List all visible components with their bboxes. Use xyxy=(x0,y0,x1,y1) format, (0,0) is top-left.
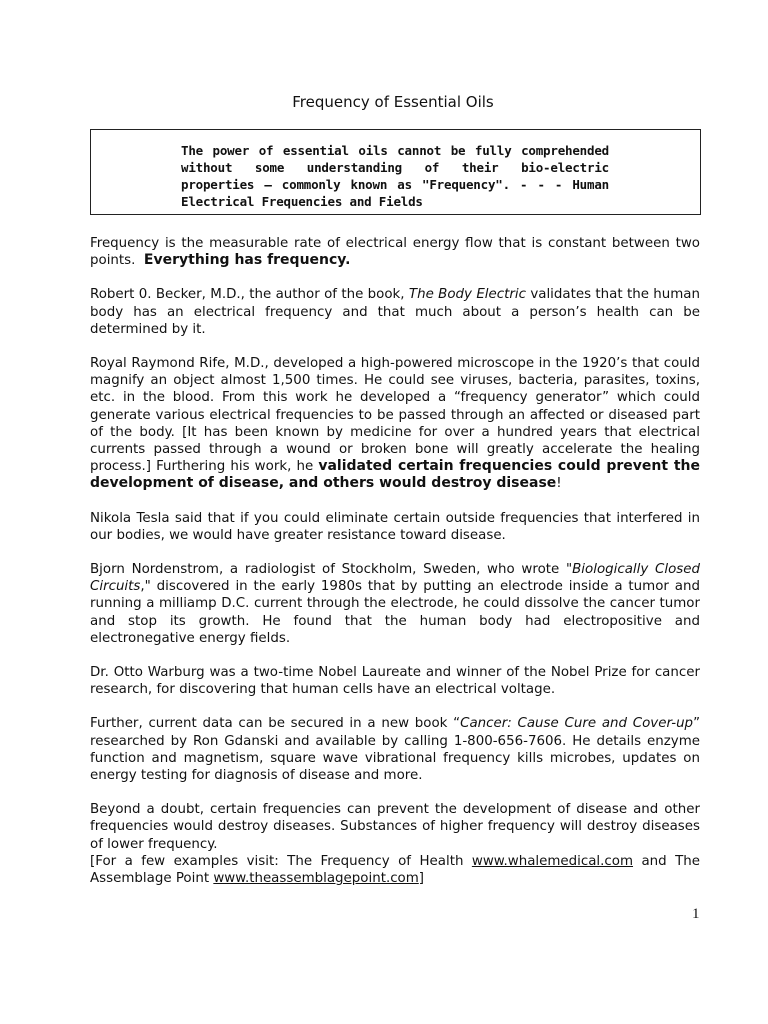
quote-box xyxy=(90,129,701,215)
paragraph-examples xyxy=(90,853,700,887)
paragraph-text: ” researched by Ron Gdanski and available by calling 1-800-656-7606. He details enzyme function and magnetism, square wave vibrational frequency kills microbes, updates on energy testing for diagnosis of disease and more. xyxy=(90,716,700,784)
paragraph-tesla: Nikola Tesla said that if you could eliminate certain outside frequencies that interfered in our bodies, we would have greater resistance toward disease. xyxy=(90,510,700,543)
paragraph-becker xyxy=(90,286,700,338)
assemblage-point-link[interactable]: www.theassemblagepoint.com xyxy=(213,871,419,887)
paragraph-text: Robert 0. Becker, M.D., the author of the book, xyxy=(90,287,409,303)
document-body xyxy=(90,235,700,904)
paragraph-further xyxy=(90,715,700,784)
page-number: 1 xyxy=(692,906,700,922)
whalemedical-link[interactable]: www.whalemedical.com xyxy=(471,853,634,869)
paragraph-text: Bjorn Nordenstrom, a radiologist of Stockholm, Sweden, who wrote " xyxy=(90,562,573,578)
book-title: Biologically Closed Circuits xyxy=(90,562,700,595)
paragraph-text: ," discovered in the early 1980s that by putting an electrode inside a tumor and running a milliamp D.C. current through the electrode, he could dissolve the cancer tumor and stop its growth. He found that the human body had electropositive and electronegative energy fields. xyxy=(90,579,700,646)
paragraph-frequency-definition xyxy=(90,235,700,269)
paragraph-text: validates that the human body has an electrical frequency and that much about a person’s health can be determined by it. xyxy=(90,287,700,337)
document-title: Frequency of Essential Oils xyxy=(292,93,494,111)
paragraph-rife xyxy=(90,355,700,493)
paragraph-text: ] xyxy=(418,871,425,887)
paragraph-text: [For a few examples visit: The Frequency of Health xyxy=(90,853,472,869)
book-title: The Body Electric xyxy=(408,287,526,303)
emphasis-text: validated certain frequencies could prevent the development of disease, and others would destroy disease xyxy=(90,458,700,492)
book-title: Cancer: Cause Cure and Cover-up xyxy=(460,716,694,732)
paragraph-nordenstrom xyxy=(90,561,700,647)
paragraph-text: and The Assemblage Point xyxy=(90,853,700,887)
paragraph-text: Frequency is the measurable rate of electrical energy flow that is constant between two points. xyxy=(90,236,700,269)
quote-text: The power of essential oils cannot be fully comprehended without some understanding of their bio-electric properties – commonly known as "Frequency". - - - Human Electrical Frequencies and Fields xyxy=(181,143,609,209)
paragraph-warburg: Dr. Otto Warburg was a two-time Nobel Laureate and winner of the Nobel Prize for cancer research, for discovering that human cells have an electrical voltage. xyxy=(90,665,700,698)
emphasis-text: Everything has frequency. xyxy=(143,252,351,269)
paragraph-text: Royal Raymond Rife, M.D., developed a high-powered microscope in the 1920’s that could magnify an object almost 1,500 times. He could see viruses, bacteria, parasites, toxins, etc. in the blood. From this work he developed a “frequency generator” which could generate various electrical frequencies to be passed through an affected or diseased part of the body. [It has been known by medicine for over a hundred years that electrical currents passed through a wound or broken bone will greatly accelerate the healing process.] Furthering his work, he xyxy=(90,356,700,475)
paragraph-text: Further, current data can be secured in a new book “ xyxy=(90,716,461,732)
paragraph-beyond-doubt: Beyond a doubt, certain frequencies can prevent the development of disease and other frequencies would destroy diseases. Substances of higher frequency will destroy diseases of lower frequency. xyxy=(90,802,700,852)
paragraph-text: ! xyxy=(556,476,562,492)
